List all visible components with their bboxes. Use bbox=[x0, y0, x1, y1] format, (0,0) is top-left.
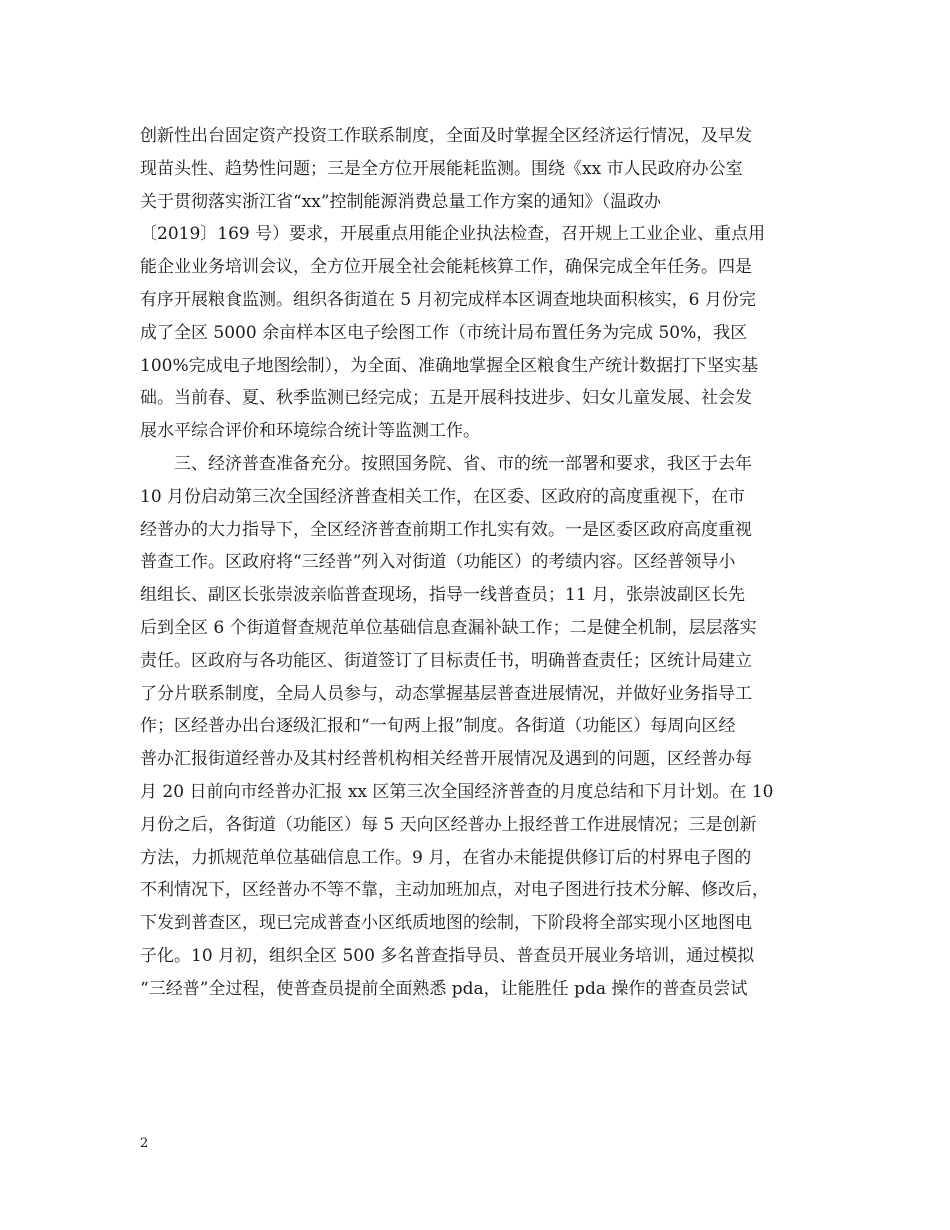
text-line: 月份之后，各街道（功能区）每 5 天向区经普办上报经普工作进展情况；三是创新 bbox=[140, 814, 757, 835]
text-line: 后到全区 6 个街道督查规范单位基础信息查漏补缺工作；二是健全机制，层层落实 bbox=[140, 617, 757, 638]
text-line: 责任。区政府与各功能区、街道签订了目标责任书，明确普查责任；区统计局建立 bbox=[140, 650, 752, 671]
text-line: 成了全区 5000 余亩样本区电子绘图工作（市统计局布置任务为完成 50%，我区 bbox=[140, 322, 748, 343]
text-line: 100%完成电子地图绘制），为全面、准确地掌握全区粮食生产统计数据打下坚实基 bbox=[140, 355, 759, 376]
text-line: 作；区经普办出台逐级汇报和“一旬两上报”制度。各街道（功能区）每周向区经 bbox=[140, 716, 736, 737]
body-text bbox=[140, 120, 840, 1006]
text-line: 月 20 日前向市经普办汇报 xx 区第三次全国经济普查的月度总结和下月计划。在 10 bbox=[140, 781, 774, 802]
text-line: 了分片联系制度，全局人员参与，动态掌握基层普查进展情况，并做好业务指导工 bbox=[140, 683, 752, 704]
text-line: 10 月份启动第三次全国经济普查相关工作，在区委、区政府的高度重视下，在市 bbox=[140, 486, 746, 507]
text-line: 现苗头性、趋势性问题；三是全方位开展能耗监测。围绕《xx 市人民政府办公室 bbox=[140, 158, 743, 179]
text-line: 经普办的大力指导下，全区经济普查前期工作扎实有效。一是区委区政府高度重视 bbox=[140, 519, 752, 540]
text-line: 子化。10 月初，组织全区 500 多名普查指导员、普查员开展业务培训，通过模拟 bbox=[140, 945, 755, 966]
text-line: 有序开展粮食监测。组织各街道在 5 月初完成样本区调查地块面积核实，6 月份完 bbox=[140, 289, 756, 310]
text-line: 〔2019〕169 号）要求，开展重点用能企业执法检查，召开规上工业企业、重点用 bbox=[140, 224, 766, 245]
text-line: 普办汇报街道经普办及其村经普机构相关经普开展情况及遇到的问题，区经普办每 bbox=[140, 749, 752, 770]
text-line: 展水平综合评价和环境综合统计等监测工作。 bbox=[140, 421, 480, 442]
text-line: 础。当前春、夏、秋季监测已经完成；五是开展科技进步、妇女儿童发展、社会发 bbox=[140, 388, 752, 409]
text-line: 普查工作。区政府将“三经普”列入对街道（功能区）的考绩内容。区经普领导小 bbox=[140, 552, 736, 573]
text-line: 创新性出台固定资产投资工作联系制度，全面及时掌握全区经济运行情况，及早发 bbox=[140, 126, 752, 146]
page-number: 2 bbox=[140, 1136, 149, 1151]
text-line: 方法，力抓规范单位基础信息工作。9 月，在省办未能提供修订后的村界电子图的 bbox=[140, 847, 752, 868]
text-line: 三、经济普查准备充分。按照国务院、省、市的统一部署和要求，我区于去年 bbox=[140, 453, 752, 474]
text-line: 下发到普查区，现已完成普查小区纸质地图的绘制，下阶段将全部实现小区地图电 bbox=[140, 913, 752, 934]
text-line: 不利情况下，区经普办不等不靠，主动加班加点，对电子图进行技术分解、修改后， bbox=[140, 880, 769, 901]
text-line: 能企业业务培训会议，全方位开展全社会能耗核算工作，确保完成全年任务。四是 bbox=[140, 257, 752, 278]
text-line: 组组长、副区长张崇波亲临普查现场，指导一线普查员；11 月，张崇波副区长先 bbox=[140, 585, 746, 606]
text-line: “三经普”全过程，使普查员提前全面熟悉 pda，让能胜任 pda 操作的普查员尝试 bbox=[140, 978, 748, 999]
text-line: 关于贯彻落实浙江省“xx”控制能源消费总量工作方案的通知》（温政办 bbox=[140, 191, 662, 212]
